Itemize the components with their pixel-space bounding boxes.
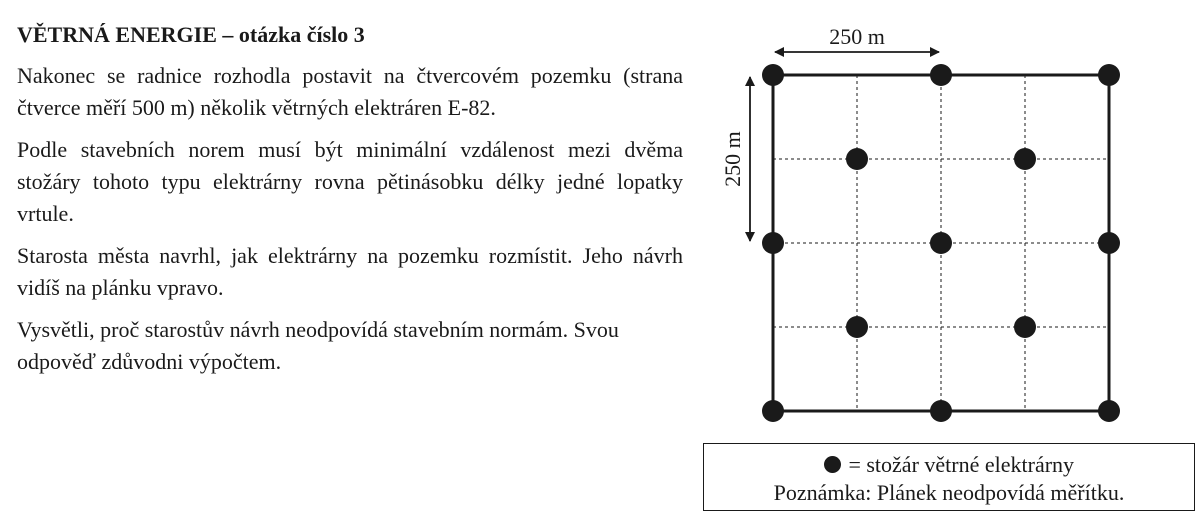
site-plan-diagram (700, 0, 1200, 440)
mast-marker (1098, 400, 1120, 422)
legend-note: Poznámka: Plánek neodpovídá měřítku. (773, 480, 1125, 505)
mast-marker (762, 232, 784, 254)
mast-marker (930, 400, 952, 422)
mast-marker (1014, 148, 1036, 170)
dimension-label-horizontal: 250 m (829, 24, 885, 49)
paragraph-question: Vysvětli, proč starostův návrh neodpovídá stavebním normám. Svou odpověď zdůvodni výpočtem. (17, 317, 619, 374)
mast-marker (762, 64, 784, 86)
paragraph-proposal: Starosta města navrhl, jak elektrárny na pozemku rozmístit. Jeho návrh vidíš na plánku vpravo. (17, 243, 683, 300)
dimensions (720, 24, 939, 241)
paragraph-intro: Nakonec se radnice rozhodla postavit na čtvercovém pozemku (strana čtverce měří 500 m) několik větrných elektráren E-82. (17, 63, 683, 120)
mast-marker (1014, 316, 1036, 338)
paragraph-norm: Podle stavebních norem musí být minimální vzdálenost mezi dvěma stožáry tohoto typu elektrárny rovna pětinásobku délky jedné lopatky vrtule. (17, 137, 683, 226)
legend-line (704, 451, 1194, 479)
mast-symbol (824, 456, 841, 473)
dimension-label-vertical: 250 m (720, 131, 745, 187)
mast-marker (1098, 232, 1120, 254)
mast-marker (762, 400, 784, 422)
mast-marker (846, 148, 868, 170)
mast-marker (930, 64, 952, 86)
mast-marker (1098, 64, 1120, 86)
task-text (17, 20, 683, 388)
legend-box (703, 443, 1195, 511)
legend-text: = stožár větrné elektrárny (842, 452, 1075, 477)
site-plan (700, 0, 1200, 532)
mast-marker (930, 232, 952, 254)
mast-marker (846, 316, 868, 338)
task-title: VĚTRNÁ ENERGIE – otázka číslo 3 (17, 22, 365, 47)
